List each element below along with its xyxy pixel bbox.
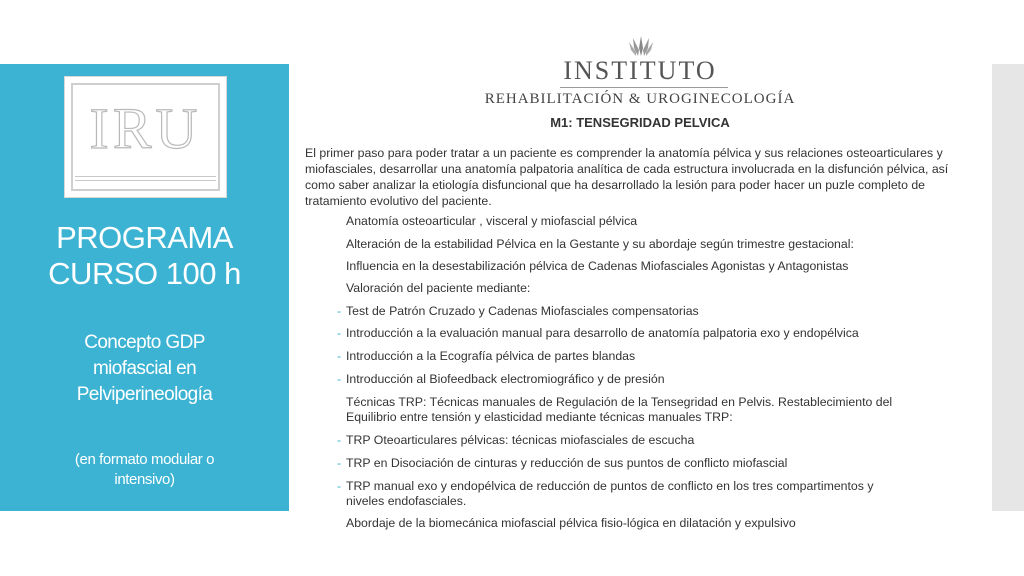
institute-name: INSTITUTO (563, 56, 717, 85)
dash-bullet: - (337, 372, 342, 386)
sub-list-item: - TRP manual exo y endopélvica de reducción de puntos de conflicto en los tres compartimentos y niveles endofasciales. (337, 479, 874, 508)
program-subtitle: Concepto GDP miofascial en Pelviperineología (76, 332, 213, 405)
list-item: Influencia en la desestabilización pélvica de Cadenas Miofasciales Agonistas y Antagonistas (346, 259, 849, 273)
program-title: PROGRAMA CURSO 100 h (48, 220, 241, 291)
list-item: Alteración de la estabilidad Pélvica en la Gestante y su abordaje según trimestre gestacional: (346, 237, 854, 251)
list-item: Anatomía osteoarticular , visceral y miofascial pélvica (346, 214, 638, 228)
sub-list-item: - TRP en Disociación de cinturas y reducción de sus puntos de conflicto miofascial (337, 456, 788, 470)
dash-bullet: - (337, 479, 342, 493)
list-item: Abordaje de la biomecánica miofascial pélvica fisio-lógica en dilatación y expulsivo (346, 516, 796, 530)
list-item: Técnicas TRP: Técnicas manuales de Regulación de la Tensegridad en Pelvis. Restablecimiento del Equilibrio entre tensión y elasticidad mediante técnicas manuales TRP: (346, 395, 893, 424)
logo-tagline-rule (75, 176, 216, 181)
dash-bullet: - (337, 326, 342, 340)
iru-logo (64, 76, 227, 198)
dash-bullet: - (337, 304, 342, 318)
dash-bullet: - (337, 456, 342, 470)
list-item: Valoración del paciente mediante: (346, 281, 531, 295)
format-note: (en formato modular o intensivo) (74, 451, 215, 488)
module-title: M1: TENSEGRIDAD PELVICA (550, 115, 730, 130)
sub-list-item: - TRP Oteoarticulares pélvicas: técnicas miofasciales de escucha (337, 433, 695, 447)
lotus-icon (628, 34, 654, 58)
dash-bullet: - (337, 349, 342, 363)
sub-list-item: - Introducción a la evaluación manual para desarrollo de anatomía palpatoria exo y endopélvica (337, 326, 859, 340)
logo-text: IRU (89, 96, 202, 161)
sub-list-item: - Introducción a la Ecografía pélvica de partes blandas (337, 349, 636, 363)
institute-department: REHABILITACIÓN & UROGINECOLOGÍA (484, 91, 796, 107)
sub-list-item: - Introducción al Biofeedback electromiográfico y de presión (337, 372, 665, 386)
dash-bullet: - (337, 433, 342, 447)
side-strip (992, 64, 1024, 511)
header-divider (560, 87, 728, 88)
sub-list-item: - Test de Patrón Cruzado y Cadenas Miofasciales compensatorias (337, 304, 699, 318)
intro-paragraph: El primer paso para poder tratar a un paciente es comprender la anatomía pélvica y sus relaciones osteoarticulares y miofasciales, desarrollar una anatomía palpatoria analítica de cada estructura involucrada en la disfunción pélvica, así como saber analizar la etiología disfuncional que ha desarrollado la lesión para poder hacer un puzle completo de tratamiento evolutivo del paciente. (305, 146, 949, 208)
